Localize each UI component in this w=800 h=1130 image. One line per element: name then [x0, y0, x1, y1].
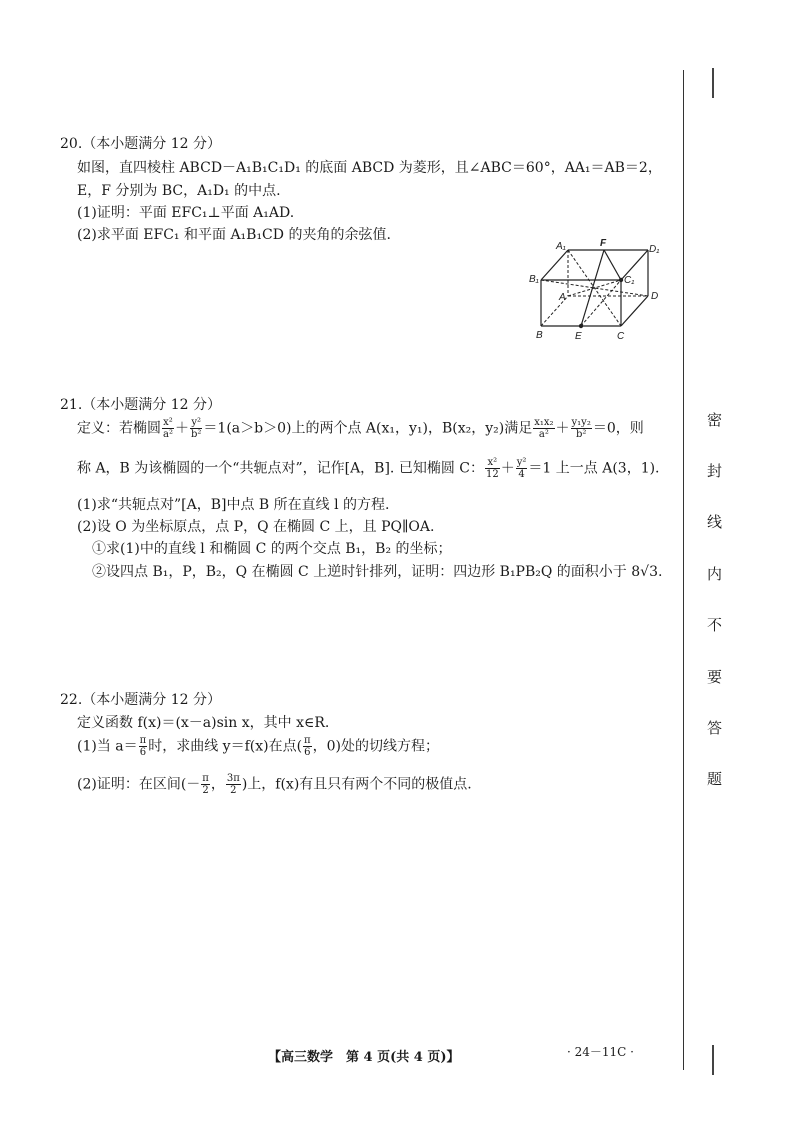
- label-e: E: [575, 331, 582, 342]
- label-b1: B₁: [529, 274, 539, 285]
- q20-intro-line1: 如图，直四棱柱 ABCD－A₁B₁C₁D₁ 的底面 ABCD 为菱形，且∠ABC＝60°，AA₁＝AB＝2，: [77, 160, 662, 176]
- q21-definition-line1: 定义：若椭圆 $\frac{\text{x²}}{\text{a²}}$ ＋ $\frac{\text{y²}}{\text{b²}}$ ＝1(a＞b＞0)上的两个点 A(x₁，y₁)，B(x₂，y₂)满足 $\frac{\text{x₁x₂}}{\text{a²}}$ ＋ $\frac{\text{y₁y₂}}{\text{b²}}$ ＝0，则: [77, 417, 644, 440]
- q21-part2-sub1: ①求(1)中的直线 l 和椭圆 C 的两个交点 B₁，B₂ 的坐标；: [92, 541, 452, 557]
- label-a: A: [559, 292, 566, 303]
- margin-char-3: 线: [707, 513, 723, 531]
- margin-char-5: 不: [707, 616, 723, 634]
- prism-figure: [528, 238, 662, 344]
- q21-part1: (1)求“共轭点对”[A，B]中点 B 所在直线 l 的方程.: [77, 497, 390, 513]
- margin-char-2: 封: [707, 462, 723, 480]
- margin-char-6: 要: [707, 668, 723, 686]
- seal-line: [683, 70, 684, 1070]
- label-a1: A₁: [556, 241, 566, 252]
- seal-line-mark-bottom: [712, 1045, 714, 1075]
- q20-intro-line2: E，F 分别为 BC，A₁D₁ 的中点.: [77, 183, 281, 199]
- q22-heading: 22.（本小题满分 12 分）: [60, 692, 221, 708]
- margin-char-1: 密: [707, 411, 723, 429]
- label-b: B: [536, 330, 543, 341]
- q22-part2: (2)证明：在区间(－ $\frac{\pi}{2}$ ， $\frac{3\pi}{2}$ )上，f(x)有且只有两个不同的极值点.: [77, 773, 472, 796]
- page-footer: 【高三数学 第 4 页(共 4 页)】: [268, 1050, 460, 1065]
- label-d: D: [651, 291, 659, 302]
- label-f: F: [600, 238, 607, 249]
- line-f-c1: [604, 250, 621, 280]
- seal-line-mark-top: [712, 68, 714, 98]
- label-c: C: [617, 331, 625, 342]
- q20-part2: (2)求平面 EFC₁ 和平面 A₁B₁CD 的夹角的余弦值.: [77, 227, 391, 243]
- margin-char-4: 内: [707, 565, 723, 583]
- margin-char-7: 答: [707, 719, 723, 737]
- edge-a1-b1: [541, 250, 568, 280]
- q21-part2-sub2: ②设四点 B₁，P，B₂，Q 在椭圆 C 上逆时针排列，证明：四边形 B₁PB₂Q 的面积小于 8√3.: [92, 564, 663, 580]
- q21-heading: 21.（本小题满分 12 分）: [60, 397, 221, 413]
- margin-char-8: 题: [707, 770, 723, 788]
- q20-part1: (1)证明：平面 EFC₁⊥平面 A₁AD.: [77, 205, 295, 221]
- paper-code: · 24－11C ·: [567, 1045, 634, 1059]
- q20-heading: 20.（本小题满分 12 分）: [60, 136, 221, 152]
- q22-part1: (1)当 a＝ $\frac{\pi}{6}$ 时，求曲线 y＝f(x)在点( $\frac{\pi}{6}$ ，0)处的切线方程；: [77, 735, 439, 758]
- label-c1: C₁: [624, 275, 635, 286]
- label-d1: D₁: [649, 244, 660, 255]
- q21-part2: (2)设 O 为坐标原点，点 P，Q 在椭圆 C 上，且 PQ∥OA.: [77, 519, 435, 535]
- edge-c-d: [621, 296, 648, 326]
- q22-definition: 定义函数 f(x)＝(x－a)sin x，其中 x∈R.: [77, 715, 330, 731]
- q21-definition-line2: 称 A，B 为该椭圆的一个“共轭点对”，记作[A，B]. 已知椭圆 C： $\frac{\text{x²}}{12}$ ＋ $\frac{\text{y²}}{4}$ ＝1 上一点 A(3，1).: [77, 457, 660, 480]
